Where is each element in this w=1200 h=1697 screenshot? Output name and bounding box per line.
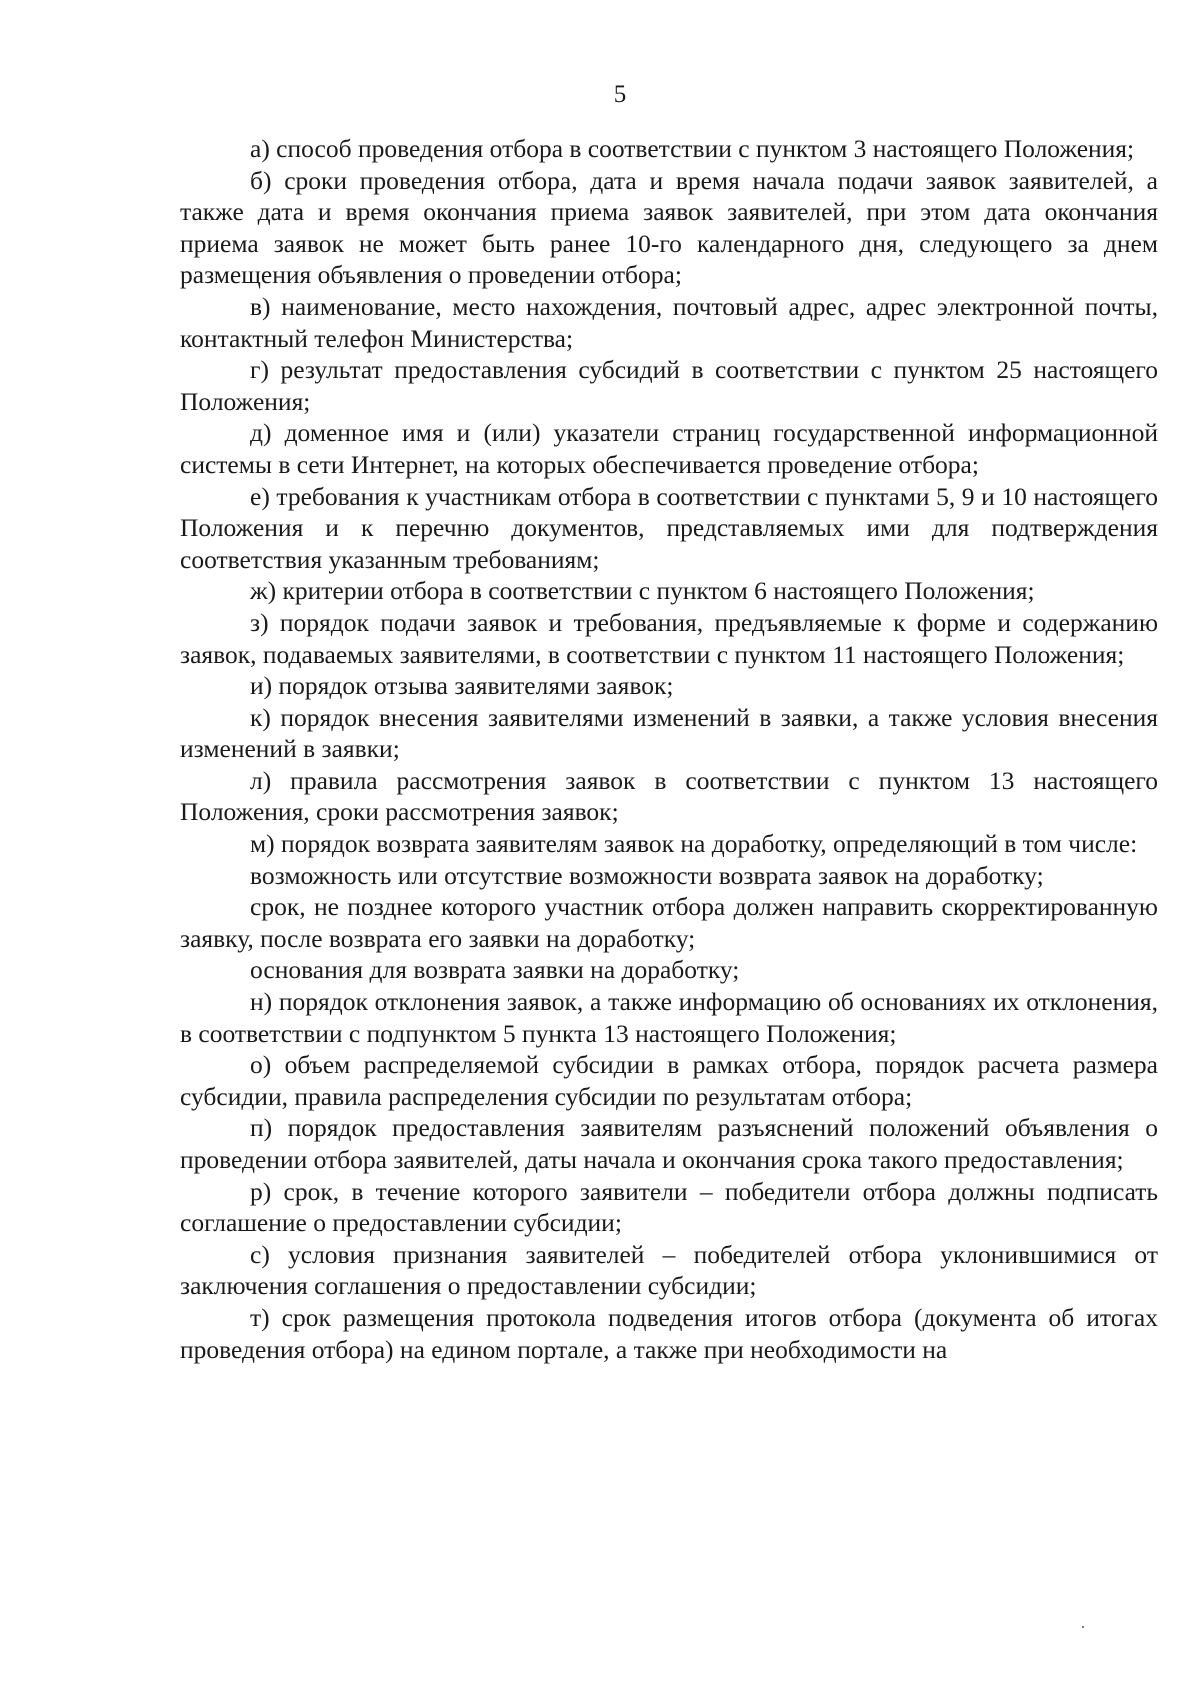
paragraph-o: о) объем распределяемой субсидии в рамках отбора, порядок расчета размера субсидии, правила распределения субсидии по результатам отбора; (180, 1050, 1158, 1111)
paragraph-i: и) порядок отзыва заявителями заявок; (250, 671, 674, 701)
page-number: 5 (613, 81, 627, 108)
paragraph-t: т) срок размещения протокола подведения итогов отбора (документа об итогах проведения отбора) на едином портале, а также при необходимости на (180, 1302, 1158, 1364)
paragraph-n: н) порядок отклонения заявок, а также информацию об основаниях их отклонения, в соответствии с подпунктом 5 пункта 13 настоящего Положения; (180, 987, 1158, 1048)
paragraph-k: к) порядок внесения заявителями изменений в заявки, а также условия внесения изменений в заявки; (180, 702, 1158, 764)
paragraph-v: в) наименование, место нахождения, почтовый адрес, адрес электронной почты, контактный телефон Министерства; (180, 291, 1158, 353)
document-body (180, 133, 1158, 1365)
paragraph-e: е) требования к участникам отбора в соответствии с пунктами 5, 9 и 10 настоящего Положения и к перечню документов, представляемых ими для подтверждения соответствия указанным требованиям; (180, 481, 1158, 574)
paragraph-m-item-3: основания для возврата заявки на доработку; (250, 955, 740, 985)
paragraph-zh: ж) критерии отбора в соответствии с пунктом 6 настоящего Положения; (250, 576, 1035, 606)
paragraph-m-item-1: возможность или отсутствие возможности возврата заявок на доработку; (250, 860, 1044, 890)
paragraph-z: з) порядок подачи заявок и требования, предъявляемые к форме и содержанию заявок, подаваемых заявителями, в соответствии с пунктом 11 настоящего Положения; (180, 607, 1158, 669)
paragraph-b: б) сроки проведения отбора, дата и время начала подачи заявок заявителей, а также дата и время окончания приема заявок заявителей, при этом дата окончания приема заявок не может быть ранее 10-го календарного дня, следующего за днем размещения объявления о проведении отбора; (180, 165, 1158, 290)
paragraph-s: с) условия признания заявителей – победителей отбора уклонившимися от заключения соглашения о предоставлении субсидии; (180, 1239, 1158, 1301)
paragraph-m: м) порядок возврата заявителям заявок на доработку, определяющий в том числе: (250, 829, 1138, 859)
paragraph-g: г) результат предоставления субсидий в соответствии с пунктом 25 настоящего Положения; (180, 355, 1158, 416)
paragraph-m-item-2: срок, не позднее которого участник отбора должен направить скорректированную заявку, после возврата его заявки на доработку; (180, 892, 1158, 953)
paragraph-p: п) порядок предоставления заявителям разъяснений положений объявления о проведении отбора заявителей, даты начала и окончания срока такого предоставления; (180, 1113, 1158, 1174)
scan-speck (1082, 1626, 1084, 1628)
paragraph-a: а) способ проведения отбора в соответствии с пунктом 3 настоящего Положения; (250, 134, 1135, 163)
paragraph-d: д) доменное имя и (или) указатели страниц государственной информационной системы в сети Интернет, на которых обеспечивается проведение отбора; (180, 418, 1158, 479)
paragraph-l: л) правила рассмотрения заявок в соответствии с пунктом 13 настоящего Положения, сроки рассмотрения заявок; (180, 765, 1158, 827)
paragraph-r: р) срок, в течение которого заявители – победители отбора должны подписать соглашение о предоставлении субсидии; (180, 1176, 1158, 1238)
